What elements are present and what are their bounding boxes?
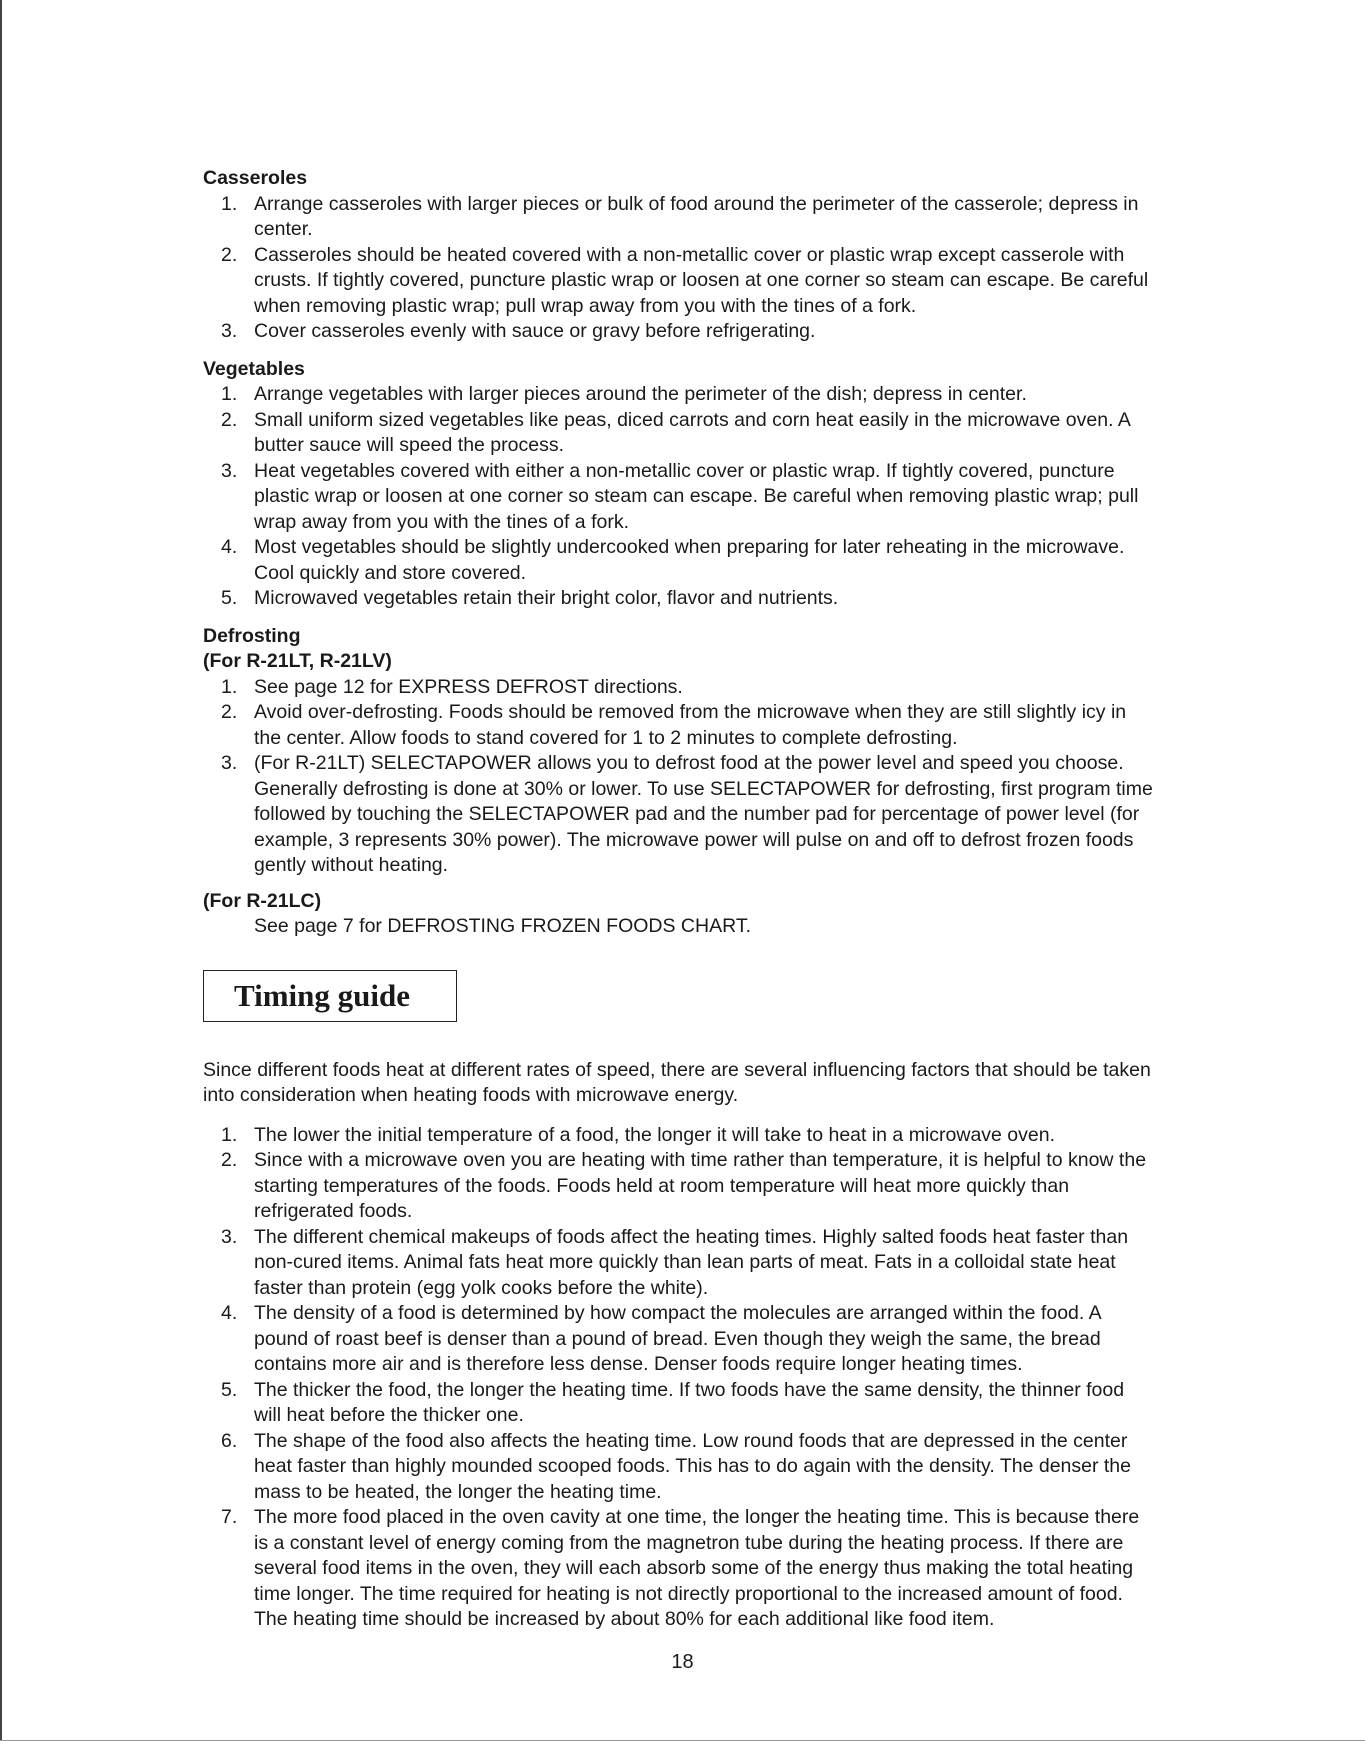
page-content	[203, 166, 1153, 1633]
defrosting-lc-text: See page 7 for DEFROSTING FROZEN FOODS CHART.	[254, 915, 752, 937]
casseroles-heading: Casseroles	[203, 167, 308, 189]
list-item: 1. The lower the initial temperature of a food, the longer it will take to heat in a microwave oven.	[221, 1123, 1056, 1146]
list-item: 5. Microwaved vegetables retain their bright color, flavor and nutrients.	[221, 587, 839, 609]
list-item: 2. Casseroles should be heated covered with a non-metallic cover or plastic wrap except casserole with crusts. If tightly covered, puncture plastic wrap or loosen at one corner so steam can escape. Be careful when removing plastic wrap; pull wrap away from you with the tines of a fork.	[221, 243, 1149, 317]
timing-guide-title: Timing guide	[234, 977, 411, 1013]
defrosting-subheading-lt-lv: (For R-21LT, R-21LV)	[203, 650, 392, 672]
list-item: 3. Cover casseroles evenly with sauce or gravy before refrigerating.	[221, 320, 816, 342]
defrosting-heading: Defrosting	[203, 624, 301, 647]
page-number: 18	[671, 1651, 694, 1673]
list-item: 3. The different chemical makeups of foods affect the heating times. Highly salted foods heat faster than non-cured items. Animal fats heat more quickly than lean parts of meat. Fats in a colloidal state heat faster than protein (egg yolk cooks before the white).	[221, 1225, 1129, 1299]
defrosting-subheading-lc: (For R-21LC)	[203, 889, 322, 912]
bottom-rule	[0, 1740, 1365, 1741]
list-item: 2. Since with a microwave oven you are heating with time rather than temperature, it is helpful to know the starting temperatures of the foods. Foods held at room temperature will heat more quickly than refrigerated foods.	[221, 1149, 1147, 1222]
timing-guide-intro: Since different foods heat at different rates of speed, there are several influencing factors that should be taken into consideration when heating foods with microwave energy.	[203, 1058, 1151, 1106]
casseroles-list	[203, 192, 1153, 345]
vegetables-heading: Vegetables	[203, 357, 305, 380]
defrosting-section	[203, 624, 1153, 940]
vegetables-section	[203, 357, 1153, 612]
list-item: 6. The shape of the food also affects the heating time. Low round foods that are depressed in the center heat faster than highly mounded scooped foods. This has to do again with the density. The denser the mass to be heated, the longer the heating time.	[221, 1429, 1131, 1503]
list-item: 1. Arrange casseroles with larger pieces or bulk of food around the perimeter of the casserole; depress in center.	[221, 192, 1139, 240]
list-item: 4. The density of a food is determined by how compact the molecules are arranged within the food. A pound of roast beef is denser than a pound of bread. Even though they weigh the same, the bread contains more air and is therefore less dense. Denser foods require longer heating times.	[221, 1302, 1101, 1375]
list-item: 3. Heat vegetables covered with either a non-metallic cover or plastic wrap. If tightly covered, puncture plastic wrap or loosen at one corner so steam can escape. Be careful when removing plastic wrap; pull wrap away from you with the tines of a fork.	[221, 459, 1139, 533]
casseroles-section	[203, 166, 1153, 345]
timing-guide-list	[203, 1123, 1153, 1633]
list-item: 3. (For R-21LT) SELECTAPOWER allows you to defrost food at the power level and speed you choose. Generally defrosting is done at 30% or lower. To use SELECTAPOWER for defrosting, first program time followed by touching the SELECTAPOWER pad and the number pad for percentage of power level (for example, 3 represents 30% power). The microwave power will pulse on and off to defrost frozen foods gently without heating.	[221, 752, 1153, 876]
list-item: 2. Small uniform sized vegetables like peas, diced carrots and corn heat easily in the microwave oven. A butter sauce will speed the process.	[221, 408, 1130, 456]
defrosting-list	[203, 675, 1153, 879]
list-item: 1. See page 12 for EXPRESS DEFROST directions.	[221, 675, 683, 698]
list-item: 5. The thicker the food, the longer the heating time. If two foods have the same density, the thinner food will heat before the thicker one.	[221, 1378, 1125, 1426]
list-item: 7. The more food placed in the oven cavity at one time, the longer the heating time. This is because there is a constant level of energy coming from the magnetron tube during the heating process. If there are several food items in the oven, they will each absorb some of the energy thus making the total heating time longer. The time required for heating is not directly proportional to the increased amount of food. The heating time should be increased by about 80% for each additional like food item.	[221, 1506, 1140, 1630]
timing-guide-title-box	[203, 970, 457, 1022]
list-item: 2. Avoid over-defrosting. Foods should be removed from the microwave when they are still slightly icy in the center. Allow foods to stand covered for 1 to 2 minutes to complete defrosting.	[221, 701, 1127, 749]
list-item: 1. Arrange vegetables with larger pieces around the perimeter of the dish; depress in center.	[221, 383, 1027, 405]
list-item: 4. Most vegetables should be slightly undercooked when preparing for later reheating in the microwave. Cool quickly and store covered.	[221, 536, 1125, 584]
vegetables-list	[203, 382, 1153, 612]
